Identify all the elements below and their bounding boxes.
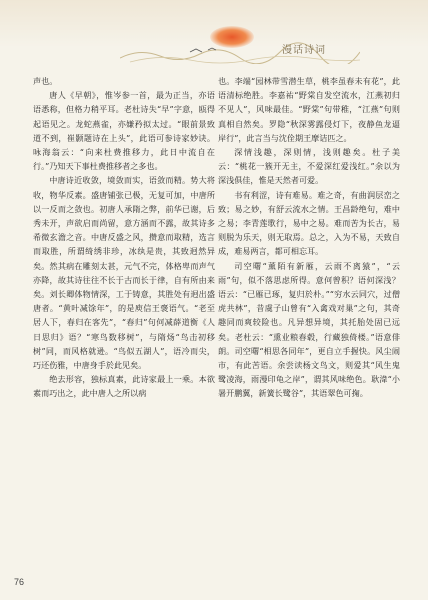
page-header xyxy=(0,0,428,68)
right-text-column xyxy=(218,74,400,401)
paragraph: 也。李端“园林带雪潜生草，桃李虽春未有花”，此语清标绝胜。李嘉祐“野棠自发空流水，江燕初归不见人”，风味最佳。“野棠”句带稚，“江燕”句则真相自然矣。罗隐“秋深雾露侵灯下，夜静鱼龙逼岸行”，此言当与沈佺期王摩诘匹之。 xyxy=(218,76,400,143)
paragraph: 声也。 xyxy=(33,76,58,86)
paragraph: 中唐诗近收敛，境敛而实，语敛而精。势大将收，物华反素。盛唐铺张已极，无复可加，中唐所以一反而之敛也。初唐人承隋之弊，前华已谢，后秀未开，声欲启而尚留，意方涵而不露，故其诗多希微玄澹之音。中唐反盛之风，攒意而取精，选言而取胜，所谓绮绣非珍，冰纨是贵，其致迥然异矣。然其病在雕刻太甚，元气不完，体格卑而声气亦降，故其诗往往不长于古而长于律，自有所由来矣。刘长卿体物情深，工于铸意，其胜处有迥出盛唐者。“黄叶减馀年”，的是庾信王褒语气。“老至居人下，春归在客先”，“春归”句何减薛道衡《人日思归》语？“寒鸟数移树”，与隋炀“鸟击初移树”同，而风格就逊。“鸟似五湖人”，语冷而尖，巧还伤雅，中唐身手於此见矣。 xyxy=(33,175,215,371)
paragraph: 唐人《早朝》，惟岑参一首，最为正当，亦语语悉称，但格力稍平耳。老杜诗失“早”字意，瓯得起语见之。龙蛇燕雀，亦嫌矜拟太过。“眼前景致道不到，崔颢题诗在上头”，此语可参诗家妙诀。咏海翁云：“向来杜费推移力，此日中流自在行。”乃知天下事杜费推移者之多也。 xyxy=(33,90,215,172)
section-title: 漫话诗词 xyxy=(282,45,326,56)
paragraph: 深情浅趣，深则情，浅则趣矣。杜子美云：“桃花一簇开无主，不爱深红爱浅红。”余以为深浅俱佳，惟是天然者可爱。 xyxy=(218,147,400,186)
page-number: 76 xyxy=(14,577,25,587)
left-text-column xyxy=(33,74,215,401)
paragraph: 书有利涩，诗有难易。难之奇，有曲润层峦之致；易之妙，有舒云流水之情。王昌龄绝句，难中之易；李青莲歌行，易中之易。难而苦为长古，易则脱为乐天，则无取焉。总之，入为不易，天致自成，难易两言，都可相忘耳。 xyxy=(218,189,400,257)
paragraph: 绝去形容，独标真素，此诗家最上一乘。本欲素而巧出之，此中唐人之所以病 xyxy=(33,374,215,399)
paragraph: 司空曙“薰陌有新雁，云雨不离猿”，“云雨”句，似不落思虑所得。意何曾积？语何深浅？语云：“已雁已琢，复归於朴。”“穷水云同穴，过僧虎共林”，昔虞子山曾有“入禽戏对巢”之句，其奇趣同而爽较险也。凡异想异境，其托胎处固已远矣。老杜云：“熏业粮春毂，行藏独倚楼。”语意俳朗。司空曙“相思各同年”，更自立手握快。风尘闹市，有此苦语。余尝读杨文鸟文，则爱其“风生鬼鹭凌海，雨漫印龟之岸”，谓其风味绝色。耿湋“小暑开鹏翼，新簧长鹭谷”，其语翠色可掬。 xyxy=(218,260,400,399)
